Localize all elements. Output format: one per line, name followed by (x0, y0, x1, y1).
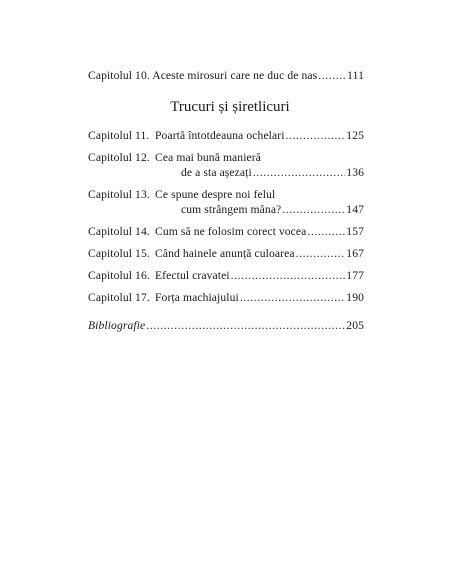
toc-line-continuation (88, 202, 364, 217)
toc-line (88, 290, 364, 305)
page-number: 136 (346, 166, 364, 179)
chapter-prefix: Capitolul 12. (88, 151, 150, 164)
chapter-prefix: Capitolul 14. (88, 225, 150, 238)
chapter-title: Poartă întotdeauna ochelari (155, 129, 285, 142)
dot-leader (240, 290, 345, 305)
page-number: 205 (346, 319, 364, 332)
page-number: 190 (346, 291, 364, 304)
chapter-prefix: Capitolul 13. (88, 188, 150, 201)
chapter-prefix: Capitolul 11. (88, 129, 150, 142)
dot-leader (253, 165, 345, 180)
toc-line (88, 224, 364, 239)
toc-line (88, 318, 364, 333)
toc-line (88, 268, 364, 283)
chapter-prefix: Capitolul 10. (88, 69, 150, 82)
toc-entry-chapter-16 (88, 268, 364, 283)
bibliography-title: Bibliografie (88, 319, 146, 332)
toc-line (88, 150, 364, 165)
chapter-title: Cum să ne folosim corect vocea (155, 225, 307, 238)
chapter-title: Forța machiajului (155, 291, 239, 304)
dot-leader (318, 68, 346, 83)
chapter-prefix: Capitolul 15. (88, 247, 150, 260)
dot-leader (282, 202, 345, 217)
page-number: 125 (346, 129, 364, 142)
chapter-title: Când hainele anunță culoarea (155, 247, 295, 260)
chapter-title: Aceste mirosuri care ne duc de nas (152, 69, 318, 82)
toc-line (88, 246, 364, 261)
toc-entry-chapter-12 (88, 150, 364, 180)
toc-line-continuation (88, 165, 364, 180)
chapter-title-line-1: Ce spune despre noi felul (155, 188, 276, 201)
section-heading-text: Trucuri și șiretlicuri (170, 99, 290, 115)
chapter-title: Efectul cravatei (155, 269, 230, 282)
toc-line (88, 68, 364, 83)
dot-leader (231, 268, 346, 283)
chapter-prefix: Capitolul 17. (88, 291, 150, 304)
chapter-title-line-2: de a sta așezați (181, 166, 252, 179)
dot-leader (296, 246, 346, 261)
toc-entry-chapter-11 (88, 128, 364, 143)
dot-leader (146, 318, 345, 333)
page-number: 167 (346, 247, 364, 260)
page-number: 177 (346, 269, 364, 282)
page-number: 111 (347, 69, 364, 82)
page-number: 147 (346, 203, 364, 216)
toc-line (88, 187, 364, 202)
toc-line (88, 128, 364, 143)
section-heading (0, 98, 452, 116)
toc-entry-text (88, 68, 317, 83)
dot-leader (307, 224, 345, 239)
toc-entry-chapter-14 (88, 224, 364, 239)
page-number: 157 (346, 225, 364, 238)
toc-entry-chapter-10 (88, 68, 364, 83)
toc-entry-chapter-13 (88, 187, 364, 217)
toc-entry-chapter-15 (88, 246, 364, 261)
toc-entry-chapter-17 (88, 290, 364, 305)
toc-entry-bibliography (88, 318, 364, 333)
chapter-title-line-2: cum strângem mâna? (181, 203, 282, 216)
chapter-prefix: Capitolul 16. (88, 269, 150, 282)
dot-leader (286, 128, 346, 143)
chapter-title-line-1: Cea mai bună manieră (155, 151, 261, 164)
